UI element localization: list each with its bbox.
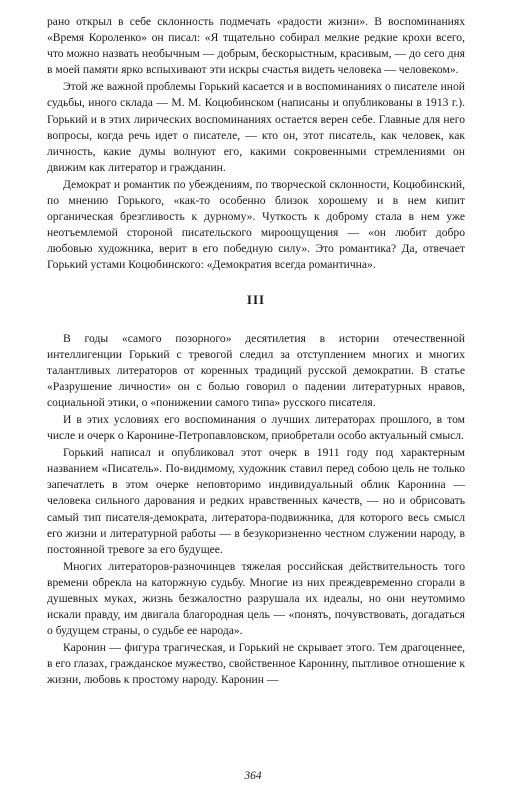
paragraph-raznochintsy: Многих литераторов-разночинцев тяжелая российская действительность того времени обрекла на каторжную судьбу. Многие из них преждевременно сгорали в душевных муках, жизнь безжалостно разрушала их идеалы, но они неутомимо искали правду, им двигала благородная цель — «понять, почувствовать, догадаться о будущем страны, о судьбе ее народа». [47, 559, 465, 638]
paragraph-kotsyubinsky: Этой же важной проблемы Горький касается и в воспоминаниях о писателе иной судьбы, иного склада — М. М. Коцюбинском (написаны и опубликованы в 1913 г.). Горький и в этих лирических воспоминаниях остается верен себе. Главные для него вопросы, когда речь идет о писателе, — кто он, этот писатель, как человек, как личность, какие думы волнуют его, какими сокровенными стремлениями он движим как литератор и гражданин. [47, 80, 465, 174]
page-body [47, 14, 465, 689]
paragraph-shameful-decade: В годы «самого позорного» десятилетия в истории отечественной интеллигенции Горький с тревогой следил за отступлением многих и многих талантливых литераторов от коренных традиций русской демократии. В статье «Разрушение личности» он с болью говорил о падении литературных нравов, социальной этики, о «понижении самого типа» русского писателя. [47, 331, 465, 409]
paragraph-karonin-tragic: Каронин — фигура трагическая, и Горький не скрывает этого. Тем драгоценнее, в его глазах, гражданское мужество, свойственное Каронину, пытливое отношение к жизни, любовь к простому народу. Каронин — [47, 641, 465, 687]
page-number: 364 [244, 770, 262, 782]
paragraph-memoirs-meaning: И в этих условиях его воспоминания о лучших литераторах прошлого, в том числе и очерк о Каронине-Петропавловском, приобретали особо актуальный смысл. [47, 412, 465, 443]
paragraph-continuation: рано открыл в себе склонность подмечать «радости жизни». В воспоминаниях «Время Короленко» он писал: «Я тщательно собирал мелкие редкие крохи всего, что можно назвать необычным — добрым, бескорыстным, красивым, — до сего дня в моей памяти ярко вспыхивают эти искры счастья видеть человека — человеком». [47, 15, 465, 77]
section-heading: III [246, 291, 266, 307]
paragraph-writer-essay: Горький написал и опубликовал этот очерк в 1911 году под характерным названием «Писатель». По-видимому, художник ставил перед собою цель не только запечатлеть в этом очерке неповторимо индивидуальный облик Каронина — человека сильного дарования и редких нравственных качеств, — но и обрисовать самый тип писателя-демократа, литератора-подвижника, для которого весь смысл его жизни и литературной работы — в безукоризненно честном служении народу, в постоянной тревоге за его будущее. [47, 446, 465, 556]
paragraph-democrat-romantic: Демократ и романтик по убеждениям, по творческой склонности, Коцюбинский, по мнению Горького, «как-то особенно близок хорошему и в нем кипит органическая брезгливость к дурному». Чуткость к доброму стала в нем уже неотъемлемой стороной писательского мироощущения — «он любит добро любовью художника, верит в его победную силу». Это романтика? Да, отвечает Горький устами Коцюбинского: «Демократия всегда романтична». [47, 177, 465, 272]
